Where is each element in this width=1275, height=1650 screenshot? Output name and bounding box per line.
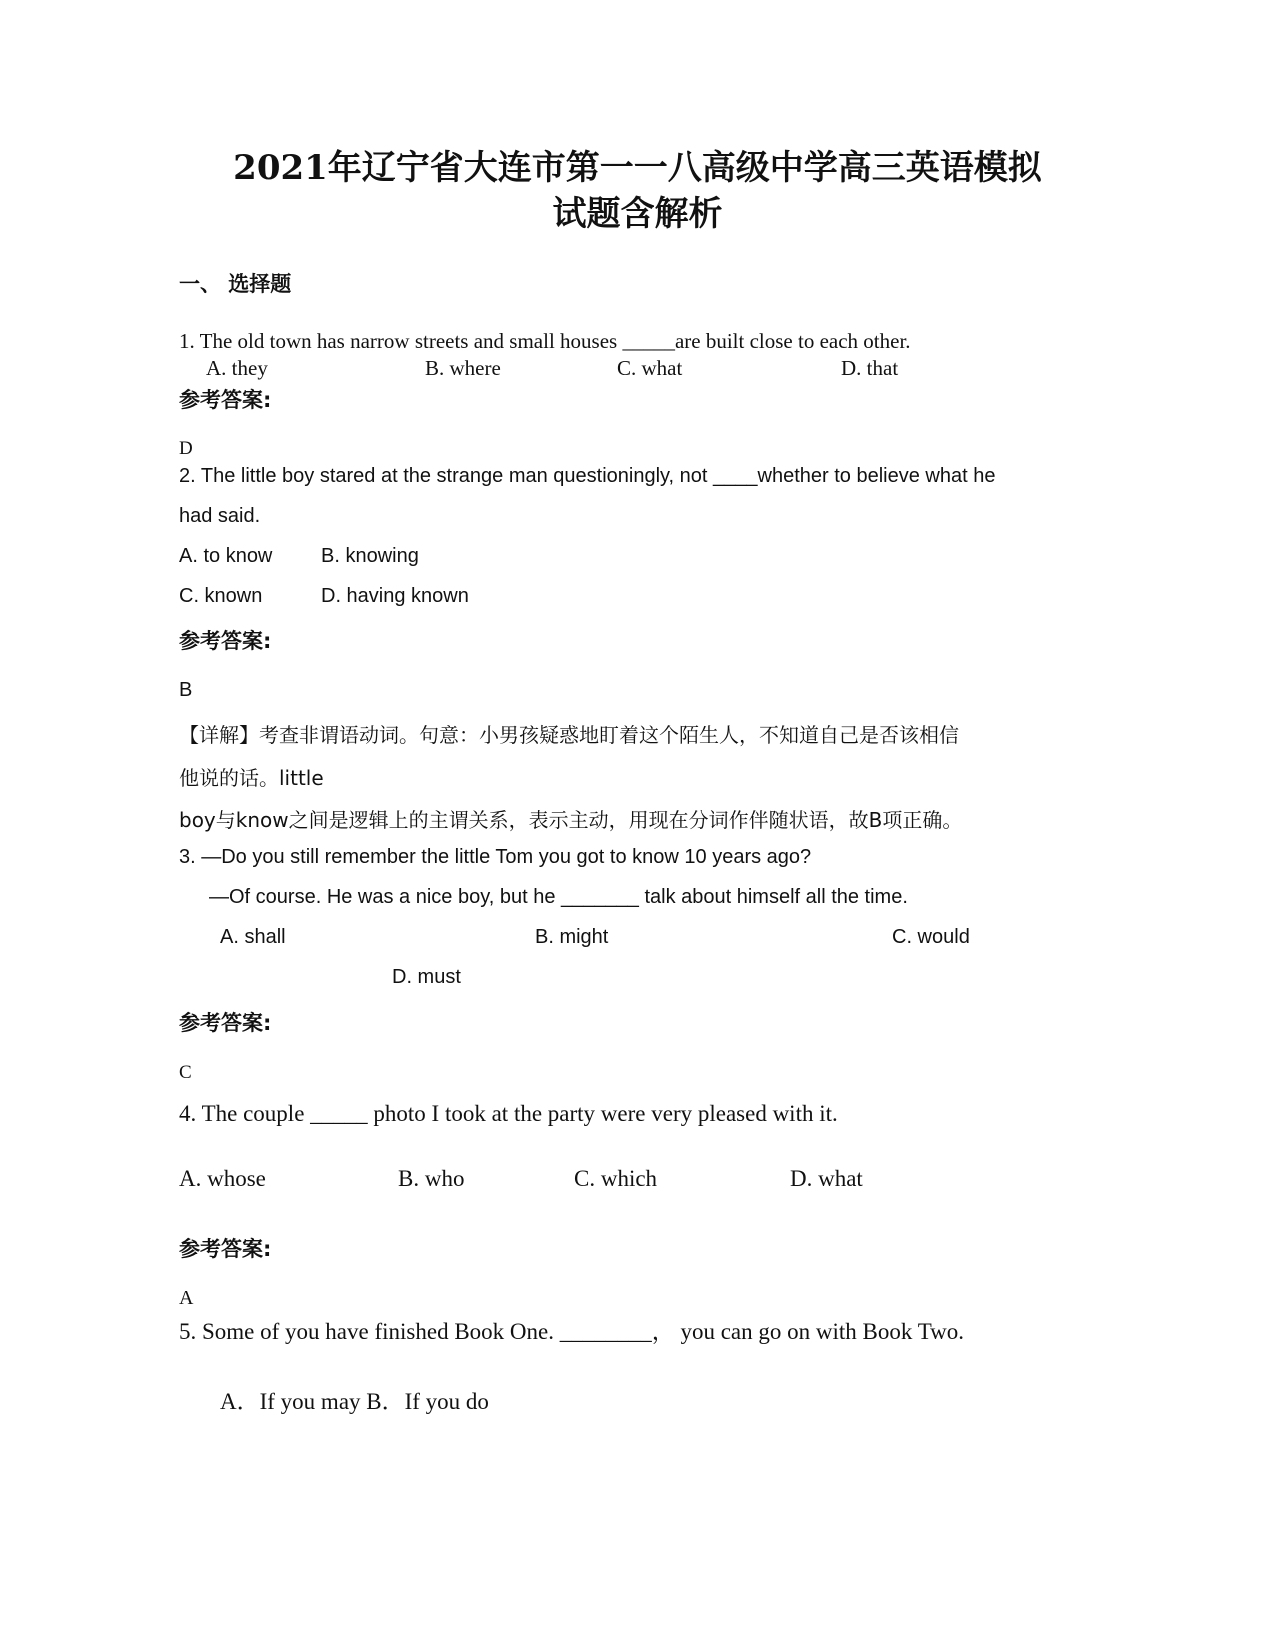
question-4-option-d: D. what: [790, 1166, 863, 1191]
question-2-stem-continued: had said.: [179, 505, 261, 527]
question-5-stem: 5. Some of you have finished Book One. ________， you can go on with Book Two.: [179, 1319, 965, 1344]
question-2-option-d: D. having known: [321, 585, 469, 607]
answer-label: 参考答案:: [179, 388, 272, 412]
question-2-option-b: B. knowing: [321, 545, 419, 567]
question-3-option-d: D. must: [392, 966, 461, 988]
question-1-stem: 1. The old town has narrow streets and small houses _____are built close to each other.: [179, 329, 911, 353]
question-1-answer: D: [179, 438, 193, 459]
question-1-option-b: B. where: [425, 356, 501, 380]
question-4-option-b: B. who: [398, 1166, 465, 1191]
answer-label: 参考答案:: [179, 629, 272, 653]
question-3-stem: 3. —Do you still remember the little Tom you got to know 10 years ago?: [179, 846, 812, 868]
question-1-option-c: C. what: [617, 356, 683, 380]
question-4-stem: 4. The couple _____ photo I took at the party were very pleased with it.: [179, 1101, 838, 1126]
question-2-option-c: C. known: [179, 585, 263, 607]
question-2-option-a: A. to know: [179, 545, 273, 567]
question-2-explanation-line-3: boy与know之间是逻辑上的主谓关系，表示主动，用现在分词作伴随状语，故B项正确。: [179, 808, 963, 832]
question-1-option-a: A. they: [206, 356, 268, 380]
question-3-option-a: A. shall: [220, 926, 286, 948]
question-3-option-c: C. would: [892, 926, 970, 948]
question-3-answer: C: [179, 1062, 192, 1083]
page-title: 2021年辽宁省大连市第一一八高级中学高三英语模拟: [233, 148, 1042, 188]
answer-label: 参考答案:: [179, 1011, 272, 1035]
answer-label: 参考答案:: [179, 1237, 272, 1261]
question-4-answer: A: [179, 1287, 194, 1309]
question-4-option-a: A. whose: [179, 1166, 266, 1191]
question-2-answer: B: [179, 679, 193, 701]
page-title-line-2: 试题含解析: [552, 194, 723, 234]
question-3-stem-reply: —Of course. He was a nice boy, but he _______ talk about himself all the time.: [209, 886, 908, 908]
question-2-explanation-line-2: 他说的话。little: [179, 766, 324, 790]
question-5-options: A．If you may B．If you do: [220, 1389, 489, 1414]
question-2-stem: 2. The little boy stared at the strange man questioningly, not ____whether to believe what he: [179, 465, 996, 487]
question-1-option-d: D. that: [841, 356, 899, 380]
question-4-option-c: C. which: [574, 1166, 658, 1191]
question-3-option-b: B. might: [535, 926, 609, 948]
question-2-explanation: 【详解】考查非谓语动词。句意：小男孩疑惑地盯着这个陌生人，不知道自己是否该相信: [179, 723, 959, 747]
section-heading: 一、 选择题: [179, 272, 292, 296]
